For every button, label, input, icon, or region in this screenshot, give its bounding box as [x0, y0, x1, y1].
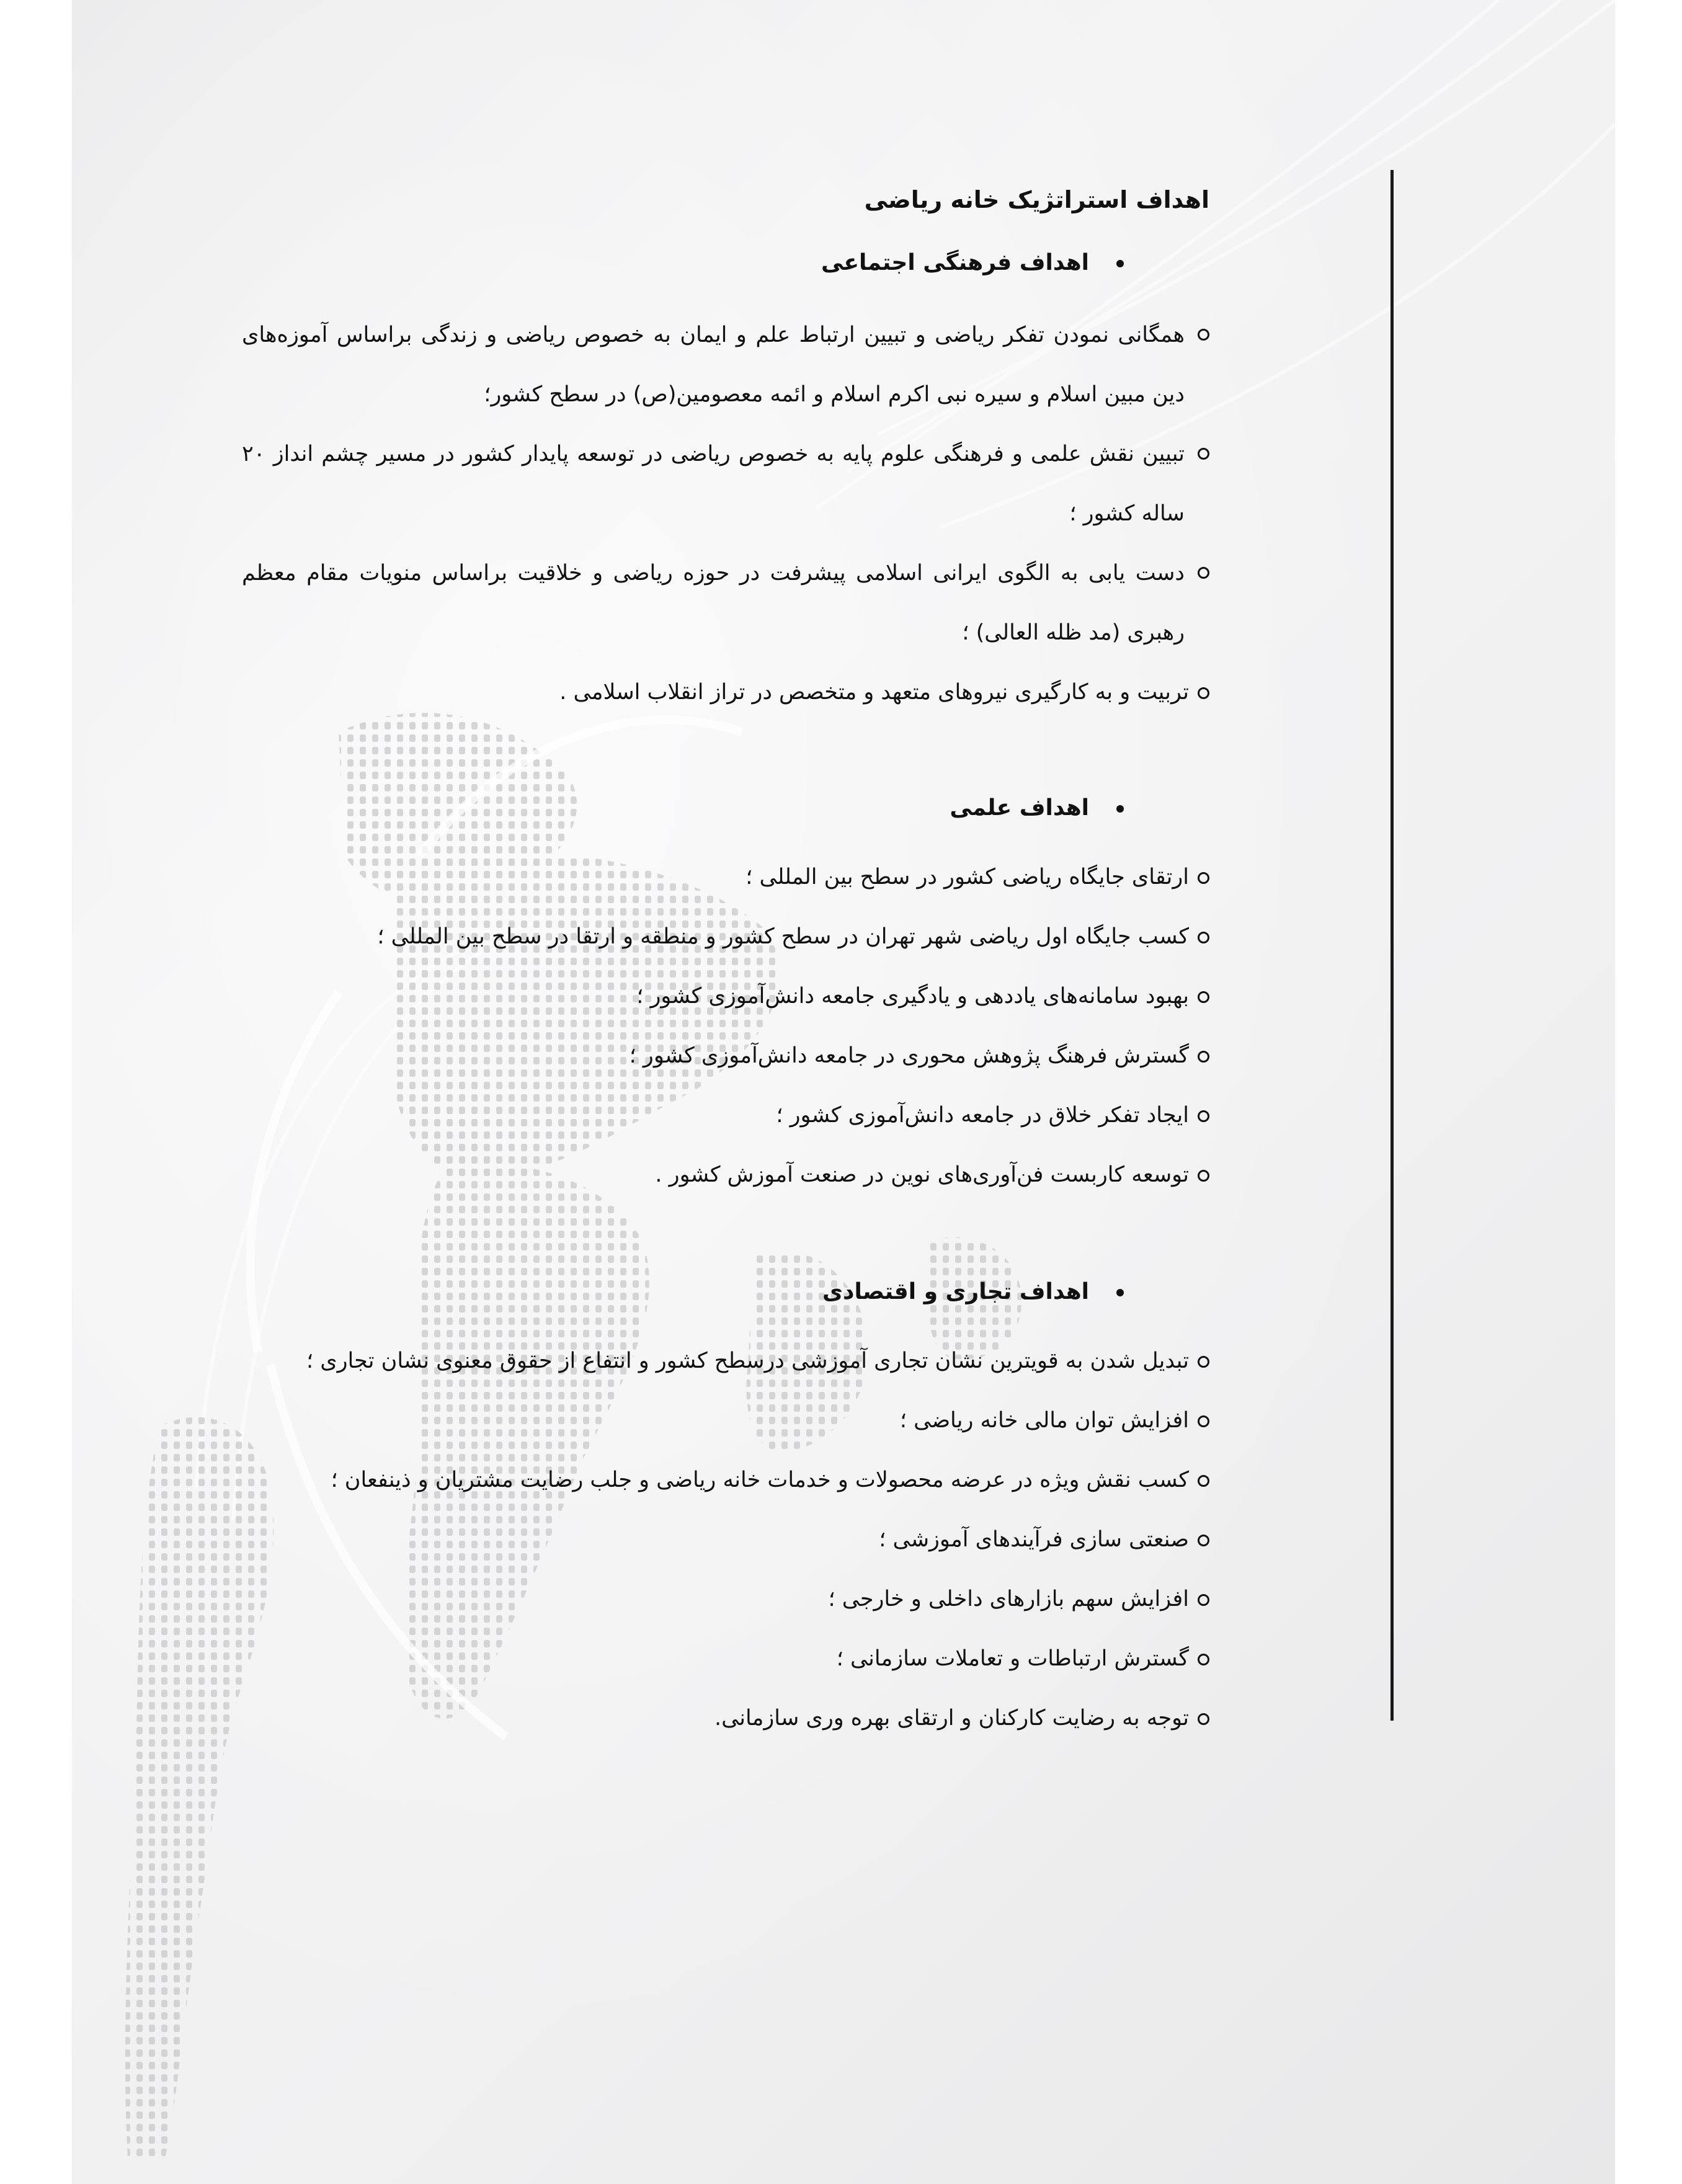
- hollow-circle-bullet-icon: [1198, 1051, 1209, 1063]
- hollow-circle-bullet-icon: [1198, 1594, 1209, 1606]
- bullet-icon: [1116, 260, 1124, 267]
- page-title: اهداف استراتژیک خانه ریاضی: [864, 186, 1209, 213]
- list-item: توسعه کاربست فن‌آوری‌های نوین در صنعت آموزش کشور .: [242, 1145, 1209, 1205]
- vertical-divider-line: [1391, 170, 1394, 1721]
- list-item: صنعتی سازی فرآیندهای آموزشی ؛: [242, 1510, 1209, 1569]
- bullet-icon: [1116, 805, 1124, 813]
- hollow-circle-bullet-icon: [1198, 567, 1209, 579]
- hollow-circle-bullet-icon: [1198, 448, 1209, 460]
- hollow-circle-bullet-icon: [1198, 1654, 1209, 1665]
- list-item: افزایش توان مالی خانه ریاضی ؛: [242, 1391, 1209, 1450]
- bullet-icon: [1116, 1289, 1124, 1296]
- list-item: توجه به رضایت کارکنان و ارتقای بهره وری سازمانی.: [242, 1688, 1209, 1748]
- list-item: ارتقای جایگاه ریاضی کشور در سطح بین المللی ؛: [242, 847, 1209, 907]
- hollow-circle-bullet-icon: [1198, 1535, 1209, 1546]
- hollow-circle-bullet-icon: [1198, 991, 1209, 1003]
- hollow-circle-bullet-icon: [1198, 872, 1209, 884]
- list-item: همگانی نمودن تفکر ریاضی و تبیین ارتباط علم و ایمان به خصوص ریاضی و زندگی براساس آموزه‌های دین مبین اسلام و سیره نبی اکرم اسلام و ائمه معصومین(ص) در سطح کشور؛: [242, 305, 1209, 424]
- hollow-circle-bullet-icon: [1198, 687, 1209, 699]
- list-item: دست یابی به الگوی ایرانی اسلامی پیشرفت در حوزه ریاضی و خلاقیت براساس منویات مقام معظم رهبری (مد ظله العالی) ؛: [242, 543, 1209, 662]
- list-item: تبیین نقش علمی و فرهنگی علوم پایه به خصوص ریاضی در توسعه پایدار کشور در مسیر چشم انداز ۲۰ ساله کشور ؛: [242, 424, 1209, 543]
- hollow-circle-bullet-icon: [1198, 932, 1209, 943]
- list-item: کسب جایگاه اول ریاضی شهر تهران در سطح کشور و منطقه و ارتقا در سطح بین المللی ؛: [242, 907, 1209, 966]
- hollow-circle-bullet-icon: [1198, 1110, 1209, 1122]
- list-item: تربیت و به کارگیری نیروهای متعهد و متخصص در تراز انقلاب اسلامی .: [242, 662, 1209, 722]
- section-heading-scientific: اهداف علمی: [950, 795, 1124, 821]
- list-item: افزایش سهم بازارهای داخلی و خارجی ؛: [242, 1569, 1209, 1629]
- hollow-circle-bullet-icon: [1198, 1415, 1209, 1427]
- hollow-circle-bullet-icon: [1198, 1356, 1209, 1368]
- list-item: گسترش ارتباطات و تعاملات سازمانی ؛: [242, 1629, 1209, 1688]
- list-item: بهبود سامانه‌های یاددهی و یادگیری جامعه دانش‌آموزی کشور ؛: [242, 966, 1209, 1026]
- section-heading-commercial-economic: اهداف تجاری و اقتصادی: [822, 1279, 1124, 1304]
- hollow-circle-bullet-icon: [1198, 1170, 1209, 1182]
- section-heading-cultural-social: اهداف فرهنگی اجتماعی: [821, 250, 1124, 275]
- list-item: گسترش فرهنگ پژوهش محوری در جامعه دانش‌آموزی کشور ؛: [242, 1026, 1209, 1085]
- list-item: ایجاد تفکر خلاق در جامعه دانش‌آموزی کشور ؛: [242, 1085, 1209, 1145]
- list-item: کسب نقش ویژه در عرضه محصولات و خدمات خانه ریاضی و جلب رضایت مشتریان و ذینفعان ؛: [242, 1450, 1209, 1510]
- hollow-circle-bullet-icon: [1198, 1475, 1209, 1487]
- list-item: تبدیل شدن به قویترین نشان تجاری آموزشی درسطح کشور و انتفاع از حقوق معنوی نشان تجاری ؛: [242, 1331, 1209, 1391]
- hollow-circle-bullet-icon: [1198, 329, 1209, 341]
- hollow-circle-bullet-icon: [1198, 1713, 1209, 1725]
